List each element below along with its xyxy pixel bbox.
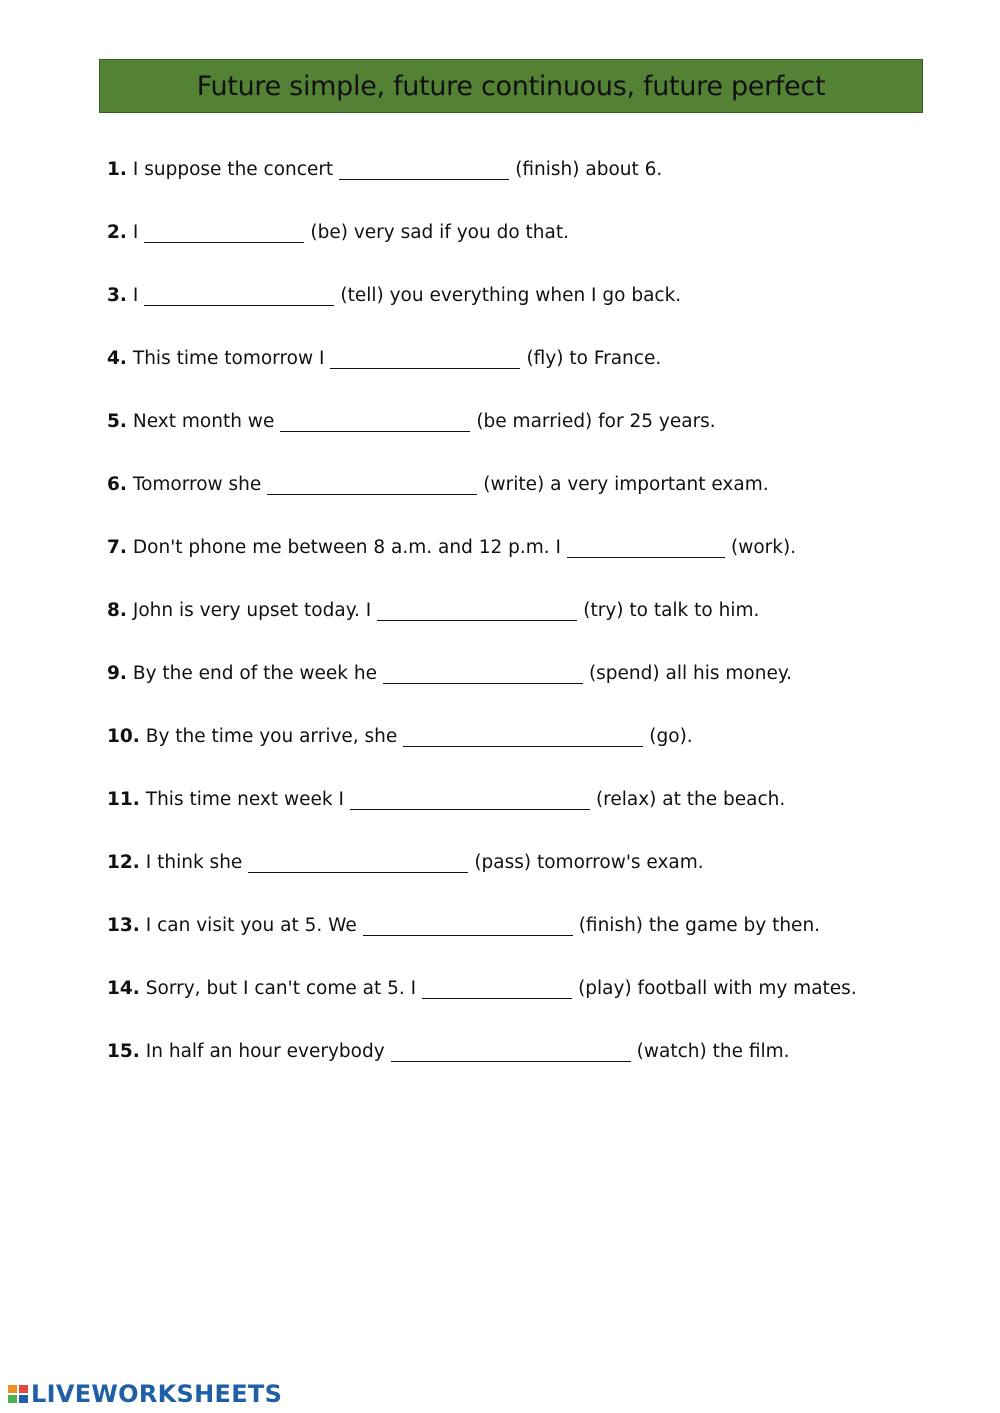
exercise-number: 14. (107, 978, 140, 999)
title-bar (99, 59, 923, 113)
exercise-item (107, 780, 785, 810)
exercise-text: This time tomorrow I (132, 348, 325, 369)
exercise-verb: (finish) the game by then. (578, 915, 821, 936)
exercise-verb: (write) a very important exam. (483, 474, 769, 495)
answer-blank[interactable] (144, 285, 334, 306)
exercise-number: 5. (107, 411, 127, 432)
exercise-text: Don't phone me between 8 a.m. and 12 p.m. I (132, 537, 561, 558)
exercise-verb: (fly) to France. (526, 348, 662, 369)
answer-blank[interactable] (330, 348, 520, 369)
exercise-text: By the time you arrive, she (145, 726, 398, 747)
exercise-item (107, 591, 759, 621)
exercise-number: 7. (107, 537, 127, 558)
exercise-number: 6. (107, 474, 127, 495)
exercise-number: 3. (107, 285, 127, 306)
answer-blank[interactable] (383, 663, 583, 684)
exercise-number: 12. (107, 852, 140, 873)
answer-blank[interactable] (350, 789, 590, 810)
exercise-verb: (play) football with my mates. (578, 978, 857, 999)
answer-blank[interactable] (422, 978, 572, 999)
exercise-item (107, 276, 681, 306)
liveworksheets-logo-icon (7, 1383, 29, 1405)
answer-blank[interactable] (267, 474, 477, 495)
exercise-verb: (relax) at the beach. (595, 789, 786, 810)
exercise-verb: (finish) about 6. (515, 159, 663, 180)
exercise-number: 8. (107, 600, 127, 621)
exercise-text: I suppose the concert (132, 159, 334, 180)
exercise-number: 10. (107, 726, 140, 747)
exercise-verb: (watch) the film. (636, 1041, 790, 1062)
answer-blank[interactable] (339, 159, 509, 180)
liveworksheets-logo[interactable] (7, 1380, 282, 1408)
exercise-item (107, 213, 569, 243)
answer-blank[interactable] (144, 222, 304, 243)
exercise-item (107, 528, 796, 558)
exercise-item (107, 969, 857, 999)
exercise-number: 1. (107, 159, 127, 180)
exercise-text: In half an hour everybody (145, 1041, 385, 1062)
exercise-verb: (spend) all his money. (588, 663, 793, 684)
exercise-text: I think she (145, 852, 243, 873)
answer-blank[interactable] (377, 600, 577, 621)
answer-blank[interactable] (391, 1041, 631, 1062)
exercise-verb: (work). (730, 537, 797, 558)
exercise-number: 9. (107, 663, 127, 684)
worksheet-title: Future simple, future continuous, future perfect (196, 70, 826, 102)
exercise-verb: (try) to talk to him. (583, 600, 760, 621)
exercise-number: 11. (107, 789, 140, 810)
exercise-verb: (be married) for 25 years. (476, 411, 716, 432)
exercise-text: This time next week I (145, 789, 344, 810)
exercise-number: 13. (107, 915, 140, 936)
exercise-item (107, 654, 792, 684)
answer-blank[interactable] (567, 537, 725, 558)
exercise-item (107, 906, 820, 936)
exercise-text: Tomorrow she (132, 474, 262, 495)
exercise-item (107, 843, 704, 873)
exercise-text: Sorry, but I can't come at 5. I (145, 978, 417, 999)
exercise-item (107, 150, 662, 180)
exercise-verb: (be) very sad if you do that. (310, 222, 569, 243)
exercise-text: I (132, 285, 139, 306)
answer-blank[interactable] (280, 411, 470, 432)
exercise-text: I can visit you at 5. We (145, 915, 357, 936)
exercise-text: John is very upset today. I (132, 600, 372, 621)
answer-blank[interactable] (248, 852, 468, 873)
answer-blank[interactable] (363, 915, 573, 936)
exercise-text: By the end of the week he (132, 663, 377, 684)
exercise-item (107, 339, 661, 369)
exercise-number: 15. (107, 1041, 140, 1062)
exercise-verb: (tell) you everything when I go back. (340, 285, 682, 306)
exercise-text: Next month we (132, 411, 275, 432)
exercise-text: I (132, 222, 139, 243)
exercise-item (107, 717, 693, 747)
exercise-number: 2. (107, 222, 127, 243)
answer-blank[interactable] (403, 726, 643, 747)
exercise-item (107, 1032, 790, 1062)
exercise-verb: (go). (649, 726, 693, 747)
exercise-number: 4. (107, 348, 127, 369)
exercise-item (107, 465, 769, 495)
exercise-verb: (pass) tomorrow's exam. (474, 852, 704, 873)
exercise-item (107, 402, 716, 432)
liveworksheets-logo-text: LIVEWORKSHEETS (31, 1380, 283, 1408)
